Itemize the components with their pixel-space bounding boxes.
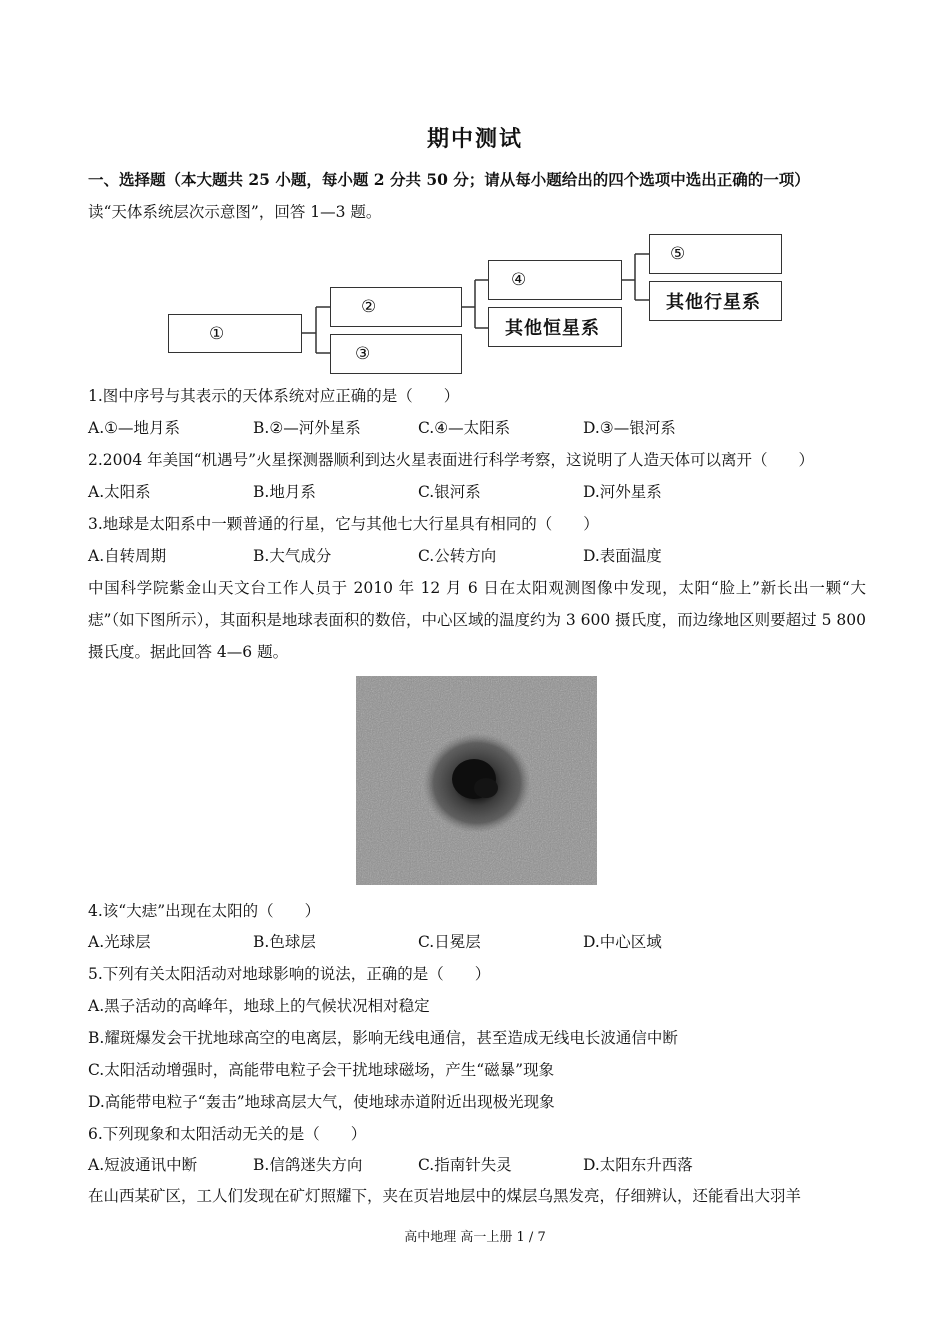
q3-option-b: B.大气成分 <box>253 547 332 565</box>
q3-option-c: C.公转方向 <box>418 547 497 565</box>
page-title: 期中测试 <box>426 126 523 152</box>
q1-option-d: D.③—银河系 <box>583 419 676 437</box>
q4-option-d: D.中心区域 <box>583 933 662 951</box>
question-6-stem: 6.下列现象和太阳活动无关的是（ ） <box>88 1125 367 1143</box>
q5-option-d: D.高能带电粒子“轰击”地球高层大气，使地球赤道附近出现极光现象 <box>88 1093 555 1111</box>
box-other-star-systems <box>488 307 622 347</box>
intro-diagram-text: 读“天体系统层次示意图”，回答 1—3 题。 <box>88 203 382 221</box>
q6-option-b: B.信鸽迷失方向 <box>253 1156 363 1174</box>
question-1-stem: 1.图中序号与其表示的天体系统对应正确的是（ ） <box>88 387 460 405</box>
question-2-stem: 2.2004 年美国“机遇号”火星探测器顺利到达火星表面进行科学考察，这说明了人造天体可以离开（ ） <box>88 451 815 469</box>
q2-option-d: D.河外星系 <box>583 483 662 501</box>
box-1 <box>168 314 302 353</box>
q2-option-a: A.太阳系 <box>88 483 151 501</box>
other-star-systems-label: 其他恒星系 <box>505 318 600 339</box>
box-3-label: ③ <box>355 344 371 364</box>
box-2 <box>330 287 462 327</box>
other-planet-systems-label: 其他行星系 <box>666 292 761 313</box>
box-other-planet-systems <box>649 281 782 321</box>
diagram-connectors <box>0 0 950 400</box>
q6-option-a: A.短波通讯中断 <box>88 1156 198 1174</box>
q6-option-c: C.指南针失灵 <box>418 1156 512 1174</box>
q4-option-a: A.光球层 <box>88 933 151 951</box>
question-5-stem: 5.下列有关太阳活动对地球影响的说法，正确的是（ ） <box>88 965 491 983</box>
intro-sunspot-paragraph: 中国科学院紫金山天文台工作人员于 2010 年 12 月 6 日在太阳观测图像中发现，太阳“脸上”新长出一颗“大痣”（如下图所示），其面积是地球表面积的数倍，中心区域的温度约为 3 600 摄氏度，而边缘地区则要超过 5 800 摄氏度。据此回答 4—6 题。 <box>88 579 866 661</box>
box-2-label: ② <box>361 297 377 317</box>
q2-option-b: B.地月系 <box>253 483 316 501</box>
sunspot-image <box>356 676 597 885</box>
box-5 <box>649 234 782 274</box>
q5-option-c: C.太阳活动增强时，高能带电粒子会干扰地球磁场，产生“磁暴”现象 <box>88 1061 555 1079</box>
intro-coal-text: 在山西某矿区，工人们发现在矿灯照耀下，夹在页岩地层中的煤层乌黑发亮，仔细辨认，还能看出大羽羊 <box>88 1187 802 1205</box>
q3-option-d: D.表面温度 <box>583 547 662 565</box>
question-4-stem: 4.该“大痣”出现在太阳的（ ） <box>88 902 321 920</box>
q6-option-d: D.太阳东升西落 <box>583 1156 693 1174</box>
q5-option-b: B.耀斑爆发会干扰地球高空的电离层，影响无线电通信，甚至造成无线电长波通信中断 <box>88 1029 678 1047</box>
sunspot-graphic <box>356 676 597 885</box>
q5-option-a: A.黑子活动的高峰年，地球上的气候状况相对稳定 <box>88 997 430 1015</box>
q3-option-a: A.自转周期 <box>88 547 167 565</box>
q4-option-c: C.日冕层 <box>418 933 481 951</box>
q4-option-b: B.色球层 <box>253 933 316 951</box>
box-1-label: ① <box>209 323 225 344</box>
box-4-label: ④ <box>511 270 527 290</box>
page-footer: 高中地理 高一上册 1 / 7 <box>404 1230 546 1245</box>
q1-option-b: B.②—河外星系 <box>253 419 361 437</box>
q2-option-c: C.银河系 <box>418 483 481 501</box>
q1-option-c: C.④—太阳系 <box>418 419 511 437</box>
box-4 <box>488 260 622 300</box>
box-3 <box>330 334 462 374</box>
section-heading: 一、选择题（本大题共 25 小题，每小题 2 分共 50 分；请从每小题给出的四个选项中选出正确的一项） <box>88 170 810 189</box>
box-5-label: ⑤ <box>670 244 686 264</box>
q1-option-a: A.①—地月系 <box>88 419 181 437</box>
question-3-stem: 3.地球是太阳系中一颗普通的行星，它与其他七大行星具有相同的（ ） <box>88 515 599 533</box>
